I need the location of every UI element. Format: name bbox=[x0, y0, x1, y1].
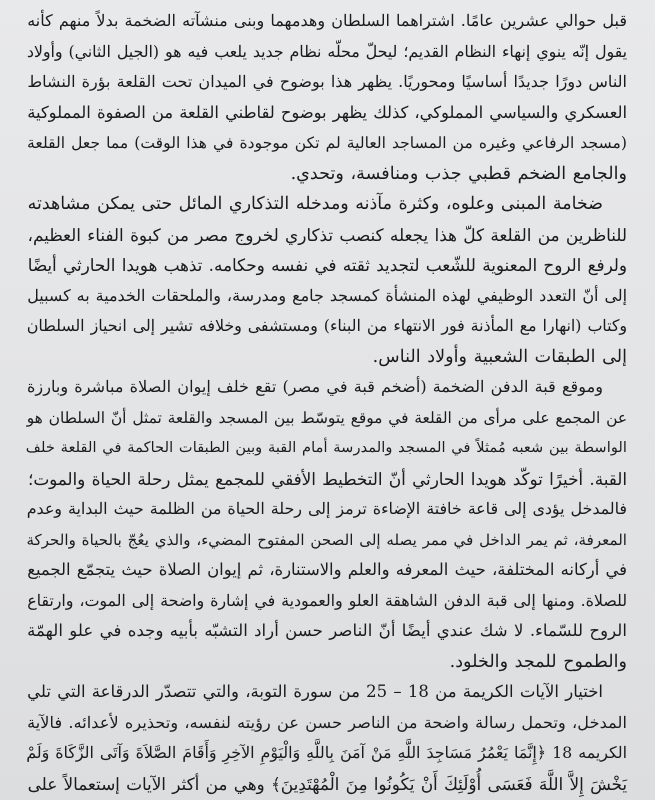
text-line: الناس دورًا جديدًا أساسيًا ومحوريًا. يظهر هذا بوضوح في الميدان تحت القلعة بؤرة النشاط bbox=[27, 72, 627, 91]
text-line: والطموح للمجد والخلود. bbox=[449, 651, 627, 672]
text-line: عن المجمع على مرأى من القلعة في موقع يتوسّط بين المسجد والقلعة تمثل أنّ السلطان هو bbox=[26, 408, 627, 427]
paragraph-1 bbox=[28, 6, 627, 189]
text-line: (مسجد الرفاعي وغيره من المساجد العالية لم تكن موجودة في هذا الوقت) مما جعل القلعة bbox=[27, 133, 627, 152]
text-line: الواسطة بين شعبه مُمثلاً في المسجد والمدرسة أمام القبة وبين الطبقات الحاكمة في القلعة خلف bbox=[25, 439, 627, 456]
text-line: إلى أنّ التعدد الوظيفي لهذه المنشأة كمسجد جامع ومدرسة، والملحقات الخدمية به كسبيل bbox=[27, 285, 627, 305]
paragraph-3 bbox=[25, 372, 627, 677]
text-line: ضخامة المبنى وعلوه، وكثرة مآذنه ومدخله التذكاري المائل حتى يمكن مشاهدته bbox=[27, 194, 603, 214]
text-line: قبل حوالي عشرين عامًا. اشتراهما السلطان وهدمهما وبنى منشآته الضخمة بدلاً منهم كأنه bbox=[27, 11, 627, 30]
quran-verse-line: يَخْشَ إِلاَّ اللَّهَ فَعَسَى أُوْلَئِكَ أَنْ يَكُونُوا مِنَ الْمُهْتَدِينَ﴾ وهي من أكثر الآيات إستعمالاً على bbox=[27, 773, 627, 794]
text-line: العسكري والسياسي المملوكي، كذلك يظهر بوضوح لقاطني القلعة من الصفوة المملوكية bbox=[27, 102, 627, 122]
text-line: للناظرين من القلعة كلّ هذا يجعله كنصب تذكاري لخروج مصر من كبوة الفناء العظيم، bbox=[27, 224, 627, 245]
text-line: يقول إنّه ينوي إنهاء النظام القديم؛ ليحلّ محلّه نظام جديد يلعب فيه هو (الجيل الثاني) وأولاد bbox=[26, 41, 627, 61]
text-line: في أركانه المختلفة، حيث المعرفه والعلم والاستنارة، ثم إيوان الصلاة حيث يتجمّع الجميع bbox=[27, 560, 627, 579]
text-line: المعرفة، ثم يمر الداخل في ممر يصله إلى الصحن المفتوح المضيء، والذي يعُجّ بالحياة والحركة bbox=[26, 530, 627, 549]
text-line: ولرفع الروح المعنوية للشّعب لتجديد ثقته في نفسه وحكامه. تذهب هويدا الحارثي أيضًا bbox=[27, 255, 627, 275]
text-line: وموقع قبة الدفن الضخمة (أضخم قبة في مصر) تقع خلف إيوان الصلاة مباشرة وبارزة bbox=[26, 377, 603, 396]
text-line: الروح للسّماء. لا شك عندي أيضًا أنّ الناصر حسن أراد التشبّه بأبيه وجده في علو الهمّة bbox=[27, 621, 627, 640]
paragraph-2 bbox=[28, 189, 627, 372]
text-line: والجامع الضخم قطبي جذب ومنافسة، وتحدي. bbox=[290, 163, 627, 184]
text-line: فالمدخل يؤدى إلى قاعة خافتة الإضاءة ترمز إلى رحلة الحياة من الظلمة حيث البداية وعدم bbox=[26, 499, 627, 518]
text-line: إلى الطبقات الشعبية وأولاد الناس. bbox=[372, 346, 627, 367]
text-line: اختيار الآيات الكريمة من 18 – 25 من سورة التوبة، والتي تتصدّر الدرقاعة التي تلي bbox=[27, 682, 603, 701]
text-line: القبة. أخيرًا توكّد هويدا الحارثي أنّ التخطيط الأفقي للمجمع يمثل رحلة الحياة والموت؛ bbox=[28, 468, 627, 489]
quran-verse-line: الكريمه 18 ﴿إِنَّمَا يَعْمُرُ مَسَاجِدَ اللَّهِ مَنْ آمَنَ بِاللَّهِ وَالْيَوْمِ الآخِرِ وَأَقَامَ الصَّلاَةَ وَآتَى الزَّكَاةَ وَلَمْ bbox=[26, 743, 627, 762]
text-line: وكتاب (انهارا مع المأذنة فور الانتهاء من البناء) ومستشفى وخلافه تشير إلى انحياز السلطان bbox=[26, 316, 627, 335]
text-line: المدخل، وتحمل رسالة واضحة من الناصر حسن عن رؤيته لنفسه، وتحذيره لأعدائه. فالآية bbox=[27, 712, 627, 732]
paragraph-4 bbox=[28, 677, 627, 799]
text-line: للصلاة. ومنها إلى قبة الدفن الشاهقة العلو والعمودية في إشارة واضحة إلى الموت، وارتقاع bbox=[27, 590, 627, 610]
